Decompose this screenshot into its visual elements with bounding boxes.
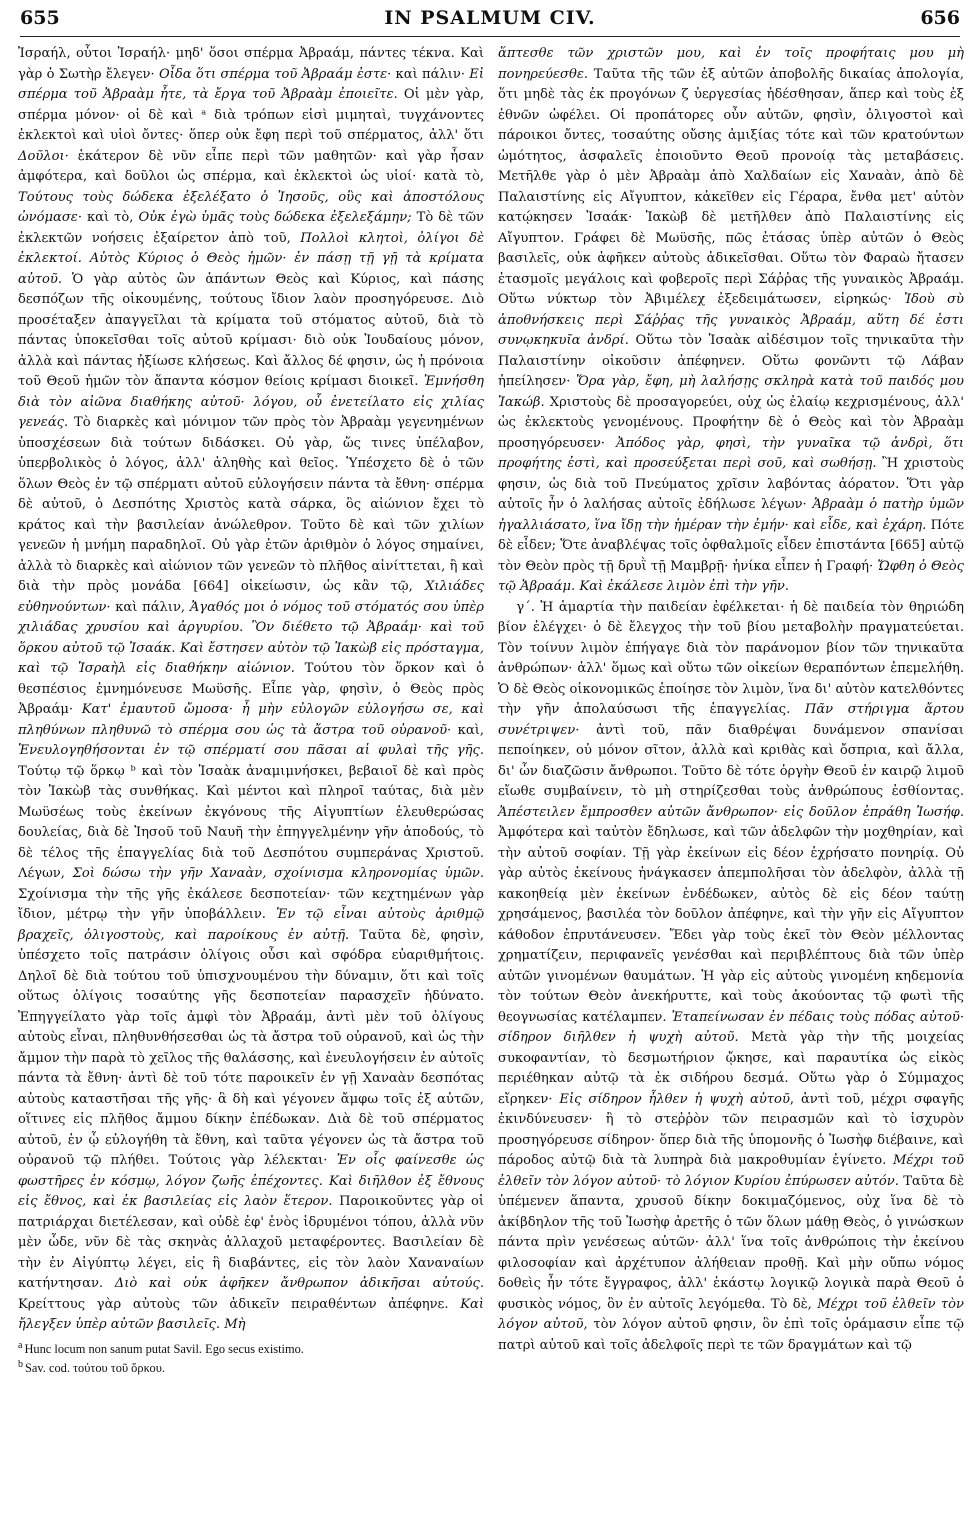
running-title: IN PSALMUM CIV. (384, 7, 596, 29)
commentary-text: · καὶ, (447, 722, 484, 738)
scripture-quote: Ὤφθη ὁ Θεὸς τῷ Ἀβραάμ. Καὶ ἐκάλεσε λιμὸν ἐπὶ τὴν γῆν. (498, 558, 964, 594)
commentary-text: Ἰσραήλ, οὗτοι Ἰσραήλ· μηδ' ὅσοι σπέρμα Ἀβραάμ, πάντες τέκνα. Καὶ γὰρ ὁ Σωτὴρ ἔλεγεν· (18, 46, 484, 82)
left-column-text (18, 44, 484, 1336)
commentary-text: Τούτου τὸν ὅρκον καὶ ὁ θεσπέσιος ἐμνημόνευσε Μωϋσῆς. Εἶπε γὰρ, φησὶν, ὁ Θεὸς πρὸς Ἀβραάμ· (18, 661, 484, 717)
right-column-text (498, 44, 964, 1356)
footnote-mark: b (18, 1358, 23, 1370)
scripture-quote: Πᾶν στήριγμα ἄρτου συνέτριψεν (498, 702, 964, 738)
scripture-quote: Μέχρι τοῦ ἐλθεῖν τὸν λόγον αὐτοῦ· τὸ λόγιον Κυρίου ἐπύρωσεν αὐτόν. (498, 1153, 964, 1189)
commentary-text: Πότε δὲ εἶδεν; Ὅτε ἀναβλέψας τοῖς ὀφθαλμοῖς εἶδεν ἐπιστάντα [665] αὐτῷ τὸν Θεὸν πρὸς τῇ δρυῒ τῇ Μαμβρῇ· ἡνίκα εἶπεν ἡ Γραφή· (498, 517, 964, 574)
commentary-text: · ἑκάτερον δὲ νῦν εἶπε περὶ τῶν μαθητῶν· καὶ γὰρ ἦσαν ἀμφότερα, καὶ δοῦλοι ὡς σπέρμα, καὶ ἐκλεκτοὶ ὡς υἱοί· κατὰ τὸ, (18, 148, 484, 184)
commentary-text: , τὸν λόγον αὐτοῦ φησιν, ὃν ἐπὶ τοῖς ὁράμασιν εἶπε τῷ πατρὶ αὐτοῦ καὶ τοῖς ἀδελφοῖς περὶ τε τῶν δραγμάτων καὶ τῷ (498, 1317, 964, 1353)
commentary-text: Τούτῳ τῷ ὅρκῳ ᵇ καὶ τὸν Ἰσαὰκ ἀναμιμνήσκει, βεβαιοῖ δὲ καὶ πρὸς τὸν Ἰακὼβ τὰς συνθήκας. Καὶ μέντοι καὶ πληροῖ ταύτας, διὰ μὲν Μωϋσέως τοὺς ἐκείνων ἐκγόνους τῆς Αἰγυπτίων ἐλευθερώσας δουλείας, διὰ δὲ Ἰησοῦ τοῦ Ναυῆ τὴν ἐπηγγελμένην γῆν ἀποδούς, τὸ δὲ τέλος τῆς ἐπαγγελίας διὰ τοῦ Δεσπότου συμπεράνας Χριστοῦ. Λέγων, (18, 763, 484, 881)
scripture-quote: Ἐταπείνωσαν ἐν πέδαις τοὺς πόδας αὐτοῦ· σίδηρον διῆλθεν ἡ ψυχὴ αὐτοῦ. (498, 1009, 964, 1045)
commentary-text: Ταῦτα τῆς τῶν ἐξ αὐτῶν ἀποβολῆς δικαίας ἀπολογία, ὅτι μηδὲ τὰς ἐκ προγόνων ζ ὐεργεσίας ἠδέσθησαν, ἅπερ καὶ τοὺς ἐξ ἐθνῶν ὠφέλει. Οἱ προπάτορες οὖν αὐτῶν, φησὶν, ὀλιγοστοὶ καὶ πάροικοι ὄντες, τοσαύτης οὔσης ἀμιξίας τότε καὶ τῶν κρατούντων ὠμότητος, ἀσφαλεῖς ἐποιοῦντο Θεοῦ προνοίᾳ τὰς μεταβάσεις. Μετῆλθε γὰρ ὁ μὲν Ἀβραὰμ ἀπὸ Χαλδαίων εἰς Χαναὰν, ἀπὸ δὲ Παλαιστίνης εἰς Αἴγυπτον, κἀκεῖθεν εἰς Γέραρα, ἔνθα μετ' αὐτὸν κατῴκησεν Ἰσαάκ· Ἰακὼβ δὲ μετῆλθεν ἀπὸ Παλαιστίνης εἰς Αἴγυπτον. Γράφει δὲ Μωϋσῆς, πῶς ἐτάσας ὑπὲρ αὐτῶν ὁ Θεὸς βασιλεῖς, οὐκ ἀφῆκεν αὐτοὺς ἀδικεῖσθαι. Οὕτω τὸν Φαραὼ ἤτασεν ἐτασμοῖς μεγάλοις καὶ φοβεροῖς περὶ Σάῤῥας τῆς γυναικὸς Ἀβραάμ. Οὕτω νύκτωρ τὸν Ἀβιμέλεχ ἐξεδειμάτωσεν, εἰρηκώς· (498, 66, 964, 307)
scripture-quote: ἅπτεσθε τῶν χριστῶν μου, καὶ ἐν τοῖς προφήταις μου μὴ πονηρεύεσθε. (498, 46, 964, 82)
scripture-quote: Χιλιάδες εὐθηνούντων (18, 579, 484, 615)
page-number-right: 656 (920, 7, 960, 29)
footnote-mark: a (18, 1339, 23, 1351)
commentary-text (82, 251, 90, 266)
scripture-quote: Καὶ ἤλεγξεν ὑπὲρ αὐτῶν βασιλεῖς. Μὴ (18, 1296, 484, 1332)
footnote (18, 1338, 484, 1357)
scripture-quote: Ἐν οἷς φαίνεσθε ὡς φωστῆρες ἐν κόσμῳ, λόγον ζωῆς ἐπέχοντες. Καὶ διῆλθον ἐξ ἔθνους εἰς ἔθνος, καὶ ἐκ βασιλείας εἰς λαὸν ἕτερον. (18, 1153, 484, 1209)
scripture-quote: Εἰ σπέρμα τοῦ Ἀβραὰμ ἦτε, τὰ ἔργα τοῦ Ἀβραὰμ ἐποιεῖτε. (18, 66, 484, 102)
running-header (20, 4, 960, 32)
commentary-text: Σχοίνισμα τὴν τῆς γῆς ἐκάλεσε δεσποτείαν· τῶν κεχτημένων γὰρ ἴδιον, μέτρῳ τὴν γῆν ὑποβάλλειν. (18, 886, 484, 922)
commentary-text: Τὸ διαρκὲς καὶ μόνιμον τῶν πρὸς τὸν Ἀβραὰμ γεγενημένων ὑποσχέσεων διὰ τούτων διδάσκει. Οὐ γὰρ, ὥς τινες ὑπέλαβον, ὑπερβολικὸς ὁ λόγος, ἀλλ' ἀληθὴς καὶ θεῖος. Ὑπέσχετο δὲ ὁ τῶν ὅλων Θεὸς ἐν τῷ σπέρματι αὐτοῦ εὐλογήσειν πάντα τὰ ἔθνη· σπέρμα δὲ αὐτοῦ, ὁ Δεσπότης Χριστὸς κατὰ σάρκα, ὃς αἰώνιον ἔχει τὸ κράτος καὶ τὴν βασιλείαν ἀνώλεθρον. Τοῦτο δὲ καὶ τῶν χιλίων γενεῶν ἡ μνήμη παραδηλοῖ. Οὐ γὰρ ἐτῶν ἀριθμὸν ὁ λόγος σημαίνει, ἀλλὰ τὸ διαρκὲς καὶ αἰώνιον τῶν γενεῶν τὸ πλῆθος αἰνίττεται, ἢ καὶ διὰ τὴν πρὸς μονάδα [664] οἰκείωσιν, ὡς κἂν τῷ, (18, 415, 484, 594)
commentary-text: Ἢ χριστοὺς φησιν, ὡς διὰ τοῦ Πνεύματος χρῖσιν λαβόντας ἀόρατον. Ὅτι γὰρ αὐτοῖς ἦν ὁ λαλήσας αὐτοῖς ἐδήλωσε λέγων· (498, 456, 964, 512)
page-number-left: 655 (20, 7, 60, 29)
scripture-quote: Τούτους τοὺς δώδεκα ἐξελέξατο ὁ Ἰησοῦς, οὓς καὶ ἀποστόλους ὠνόμασε (18, 189, 484, 225)
commentary-text: · καὶ τὸ, (77, 210, 139, 225)
commentary-text: Μετὰ γὰρ τὴν τῆς μοιχείας συκοφαντίαν, τὸ δεσμωτήριον ᾤκησε, καὶ παραυτίκα ὡς εἰκὸς περιέθηκαν αὐτῷ τὰ ἐκ σιδήρου δεσμά. Οὕτω γὰρ ὁ Σύμμαχος εἴρηκεν· (498, 1030, 965, 1107)
scripture-quote: Ἀβραὰμ ὁ πατὴρ ὑμῶν ἠγαλλιάσατο, ἵνα ἴδῃ τὴν ἡμέραν τὴν ἐμήν· καὶ εἶδε, καὶ ἐχάρη. (498, 497, 964, 533)
right-column (498, 44, 964, 1356)
commentary-text: · καὶ πάλιν, (106, 599, 190, 615)
scripture-quote: Δοῦλοι (18, 148, 65, 164)
scripture-quote: Ἐνευλογηθήσονται ἐν τῷ σπέρματί σου πᾶσαι αἱ φυλαὶ τῆς γῆς. (18, 743, 484, 758)
commentary-text: Κρείττους γὰρ αὐτοὺς τῶν ἀδικεῖν πειραθέντων ἀπέφηνε. (18, 1296, 461, 1312)
commentary-text: Ταῦτα δὲ, φησὶν, ὑπέσχετο τοῖς πατράσιν ὀλίγοις οὖσι καὶ σφόδρα εὐαριθμήτοις. Δηλοῖ δὲ διὰ τούτου τοῦ ὑπισχνουμένου τὴν δύναμιν, ὅτι καὶ τοῖς οὕτως ὀλίγοις τοσαύτης γῆς δεσποτείαν παρασχεῖν ἠδύνατο. Ἐπηγγείλατο γὰρ τοῖς ἀμφὶ τὸν Ἀβραάμ, ἀντὶ μὲν τοῦ ὀλίγους αὐτοὺς εἶναι, πληθυνθήσεσθαι ὡς τὰ ἄστρα τοῦ οὐρανοῦ, καὶ ὡς τὴν ἄμμον τὴν παρὰ τὸ χεῖλος τῆς θαλάσσης, καὶ ἐνευλογήσειν ἐν αὐτοῖς πάντα τὰ ἔθνη· ἀντὶ δὲ τοῦ τότε παροικεῖν ἐν γῇ Χαναὰν δεσπότας αὐτοὺς καταστῆσαι τῆς γῆς· ἃ δὴ καὶ γέγονεν ἄμφω τοῖς ἐξ αὐτῶν, οἵτινες εἰς πλῆθος ἄμμου δίκην ἐπέδωκαν. Διὰ δὲ τοῦ σπέρματος αὐτοῦ, ἐν ᾧ εὐλογήθη τὰ ἔθνη, καὶ ταῦτα γέγονεν ὡς τὰ ἄστρα τοῦ οὐρανοῦ τῷ πλήθει. Τούτοις γὰρ λέλεκται· (18, 927, 484, 1168)
commentary-text: Ἀμφότερα καὶ ταὐτὸν ἔδηλωσε, καὶ τῶν ἀδελφῶν τὴν μοχθηρίαν, καὶ τὴν αὐτοῦ σοφίαν. Τῇ γὰρ ἐκείνων εἰς δέον ἐχρήσατο πονηρίᾳ. Οὐ γὰρ αὐτὸς ἐκείνους ἠνάγκασεν ἀπεμπολῆσαι τὸν ἀδελφὸν, ἀλλὰ τῇ κακοηθείᾳ μὲν ἐκείνων ἐνδέδωκεν, αὐτὸς δὲ εἰς δέον ταύτῃ χρησάμενος, βασιλέα τὸν δοῦλον ἀπέφηνε, καὶ τὴν γῆν εἰς Αἴγυπτον κάθοδον ἐπρυτάνευσεν. Ἔδει γὰρ τοὺς ἐκεῖ τὸν Θεὸν μέλλοντας χρηματίζειν, περιφανεῖς γενέσθαι καὶ περιβλέπτους διὰ τῶν ὑπὲρ αὐτῶν γινομένων θαυμάτων. Ἡ γὰρ εἰς αὐτοὺς γινομένη κηδεμονία τὸν τούτων Θεὸν ἀνεκήρυττε, καὶ τοὺς ἀκούοντας τῷ φωτὶ τῆς θεογνωσίας κατέλαμπεν. (498, 825, 964, 1025)
footnote (18, 1357, 484, 1376)
scripture-quote: Ἀγαθός μοι ὁ νόμος τοῦ στόματός σου ὑπὲρ χιλιάδας χρυσίου καὶ ἀργυρίου. Ὃν διέθετο τῷ Ἀβραάμ· καὶ τοῦ ὅρκου αὐτοῦ τῷ Ἰσαάκ. Καὶ ἔστησεν αὐτὸν τῷ Ἰακὼβ εἰς πρόσταγμα, καὶ τῷ Ἰσραὴλ εἰς διαθήκην αἰώνιον. (18, 599, 485, 676)
scripture-quote: Εἰς σίδηρον ἦλθεν ἡ ψυχὴ αὐτοῦ (559, 1091, 790, 1107)
footnote-text: Hunc locum non sanum putat Savil. Ego secus existimo. (24, 1341, 304, 1356)
scripture-quote: Ἐμνήσθη διὰ τὸν αἰῶνα διαθήκης αὐτοῦ· λόγου, οὗ ἐνετείλατο εἰς χιλίας γενεάς. (18, 374, 484, 430)
commentary-text: Οἱ μὲν γὰρ, σπέρμα μόνον· οἱ δὲ καὶ ᵃ διὰ τρόπων εἰσὶ μιμηταὶ, τυγχάνοντες ἐκλεκτοὶ καὶ υἱοὶ ὄντες· ὅπερ οὐκ ἔφη περὶ τοῦ σπέρματος, ἀλλ' ὅτι (18, 87, 484, 143)
commentary-text: · ἀντὶ τοῦ, πᾶν διαθρέψαι δυνάμενον σπανίσαι πεποίηκεν, οὐ μόνον σῖτον, ἀλλὰ καὶ κριθὰς καὶ ὄσπρια, καὶ ἄλλα, δι' ὧν διαζῶσιν ἄνθρωποι. Τοῦτο δὲ τότε ὀργὴν Θεοῦ ἐν καιρῷ λιμοῦ εἴωθε συμβαίνειν, τὸ μὴ στηρίζεσθαι τοὺς ἀνθρώπους ἐσθίοντας. (498, 722, 964, 799)
scripture-quote: Πολλοὶ κλητοὶ, ὀλίγοι δὲ ἐκλεκτοί. (18, 230, 485, 266)
scripture-quote: Μέχρι τοῦ ἐλθεῖν τὸν λόγον αὐτοῦ (498, 1296, 965, 1332)
scripture-quote: Σοὶ δώσω τὴν γῆν Χαναὰν, σχοίνισμα κληρονομίας ὑμῶν. (72, 866, 484, 881)
scripture-quote: Ἐν τῷ εἶναι αὐτοὺς ἀριθμῷ βραχεῖς, ὀλιγοστοὺς, καὶ παροίκους ἐν αὐτῇ. (18, 907, 484, 943)
commentary-text: Χριστοὺς δὲ προσαγορεύει, οὐχ ὡς ἐλαίῳ κεχρισμένους, ἀλλ' ὡς ἐκλεκτοὺς γενομένους. Προφήτην δὲ ὁ Θεὸς καὶ τὸν Ἀβραὰμ προσηγόρευσεν· (498, 394, 964, 451)
scripture-quote: Ἀπέστειλεν ἔμπροσθεν αὐτῶν ἄνθρωπον· εἰς δοῦλον ἐπράθη Ἰωσήφ. (498, 804, 964, 820)
scripture-quote: Ἰδοὺ σὺ ἀποθνήσκεις περὶ Σάῤῥας τῆς γυναικὸς Ἀβραάμ, αὕτη δέ ἐστι συνῳκηκυῖα ἀνδρί. (498, 292, 965, 348)
commentary-text: Οὕτω τὸν Ἰσαὰκ αἰδέσιμον τοῖς τηνικαῦτα τὴν Παλαιστίνην οἰκοῦσιν ἀπέφηνεν. Οὕτω φονῶντι τῷ Λάβαν ἠπείλησεν· (498, 333, 964, 389)
scripture-quote: Ὅρα γὰρ, ἔφη, μὴ λαλήσῃς σκληρὰ κατὰ τοῦ παιδός μου Ἰακώβ. (498, 374, 964, 410)
commentary-text: Τὸ δὲ τῶν ἐκλεκτῶν νοήσεις ἐξαίρετον ἀπὸ τοῦ, (18, 210, 484, 246)
left-column (18, 44, 484, 1376)
scripture-quote: Ἀπόδος γὰρ, φησὶ, τὴν γυναῖκα τῷ ἀνδρὶ, ὅτι προφήτης ἐστὶ, καὶ προσεύξεται περὶ σοῦ, καὶ σωθήσῃ. (498, 435, 964, 471)
scripture-quote: Αὐτὸς Κύριος ὁ Θεὸς ἡμῶν· ἐν πάσῃ τῇ γῇ τὰ κρίματα αὐτοῦ. (18, 251, 485, 287)
footnotes (18, 1338, 484, 1376)
header-rule (20, 36, 960, 37)
scripture-quote: Οἶδα ὅτι σπέρμα τοῦ Ἀβραάμ ἐστε (158, 66, 388, 82)
commentary-text: · καὶ πάλιν· (387, 66, 470, 82)
commentary-text: Ταῦτα δὲ ὑπέμενεν ἅπαντα, χρυσοῦ δίκην δοκιμαζόμενος, οὐχ ἵνα δὲ τὸ ἀκίβδηλον τῆς τοῦ Ἰωσὴφ ἀρετῆς ὁ τῶν ὅλων μάθῃ Θεὸς, ὁ γινώσκων πάντα πρὶν γενέσεως αὐτῶν· ἀλλ' ἵνα τοῖς ἀνθρώποις τὴν ἐκείνου φιλοσοφίαν καὶ ἀρχέτυπον ἀλήθειαν προθῇ. Καὶ μὴν οὔπω νόμος δοθεὶς ἦν τότε ἔγγραφος, ἀλλ' ἑκάστῳ λογικῷ λογικὰ παρὰ Θεοῦ ὁ φυσικὸς νόμος, ὃν ἐν αὐτοῖς λεγόμεθα. Τὸ δὲ, (498, 1173, 964, 1312)
commentary-text: , ἀντὶ τοῦ, μέχρι σφαγῆς ἐκινδύνευσεν· ἢ τὸ στεῤῥὸν τῶν πειρασμῶν καὶ τὸ ἰσχυρὸν προσηγόρευσε σίδηρον· ὅπερ διὰ τῆς ὑπομονῆς ὁ Ἰωσὴφ διέβαινε, καὶ πάροδος αὐτῷ διὰ τὰ λυπηρὰ διὰ μακροθυμίαν ἐγίνετο. (498, 1091, 964, 1168)
commentary-text: Παροικοῦντες γὰρ οἱ πατριάρχαι διετέλεσαν, καὶ οὐδὲ ἐφ' ἑνὸς ἱδρυμένοι τόπου, ἀλλὰ νῦν μὲν ὧδε, νῦν δὲ τὰς σκηνὰς ἀλλαχοῦ μεταφέροντες. Βασιλείαν δὲ τὴν ἐν Αἰγύπτῳ λέγει, εἰς ἣ διαβάντες, εἰς τὸν λαὸν Χαναναίων κατήντησαν. (18, 1194, 484, 1291)
commentary-text: Ὁ γὰρ αὐτὸς ὢν ἁπάντων Θεὸς καὶ Κύριος, καὶ πάσης δεσπόζων τῆς οἰκουμένης, τούτους ἴδιον λαὸν προσηγόρευσε. Διὸ προσέταξεν ἀπαγγεῖλαι τὰ κρίματα τοῦ στόματος αὐτοῦ, διὰ τὸ πάντας ὑποκεῖσθαι τοῖς αὐτοῦ κρίμασι· διὸ οὐκ Ἰουδαίους μόνον, ἀλλὰ καὶ πάντας ἠξίωσε κλήσεως. Καὶ ἄλλος δέ φησιν, ὡς ἡ πρόνοια τοῦ Θεοῦ ἡμῶν τὸν ἅπαντα κόσμον θείοις κρίμασι διοικεῖ. (18, 271, 484, 389)
commentary-text: γ΄. Ἡ ἁμαρτία τὴν παιδείαν ἐφέλκεται· ἡ δὲ παιδεία τὸν θηριώδη βίον ἐλέγχει· ὁ δὲ ἔλεγχος τὴν τοῦ βίου μεταβολὴν πραγματεύεται. Τὸν τοίνυν λιμὸν ἐπήγαγε διὰ τὸν παράνομον βίον τῶν τηνικαῦτα ἀνθρώπων· ἀλλ' ὅμως καὶ οὕτω τῶν οἰκείων θεραπόντων ἐπεμελήθη. Ὁ δὲ Θεὸς οἰκονομικῶς ἐποίησε τὸν λιμὸν, ἵνα δι' αὐτὸν κατελθόντες τὴν γῆν ἀπολαύσωσι τῆς ἐπαγγελίας. (498, 599, 964, 717)
scripture-quote: Διὸ καὶ οὐκ ἀφῆκεν ἄνθρωπον ἀδικῆσαι αὐτούς. (114, 1276, 484, 1291)
footnote-text: Sav. cod. τούτου τοῦ ὅρκου. (25, 1360, 165, 1375)
scripture-quote: Κατ' ἐμαυτοῦ ὤμοσα· ἦ μὴν εὐλογῶν εὐλογήσω σε, καὶ πληθύνων πληθυνῶ τὸ σπέρμα σου ὡς τὰ ἄστρα τοῦ οὐρανοῦ (18, 702, 484, 738)
scripture-quote: Οὐκ ἐγὼ ὑμᾶς τοὺς δώδεκα ἐξελεξάμην; (138, 210, 412, 225)
